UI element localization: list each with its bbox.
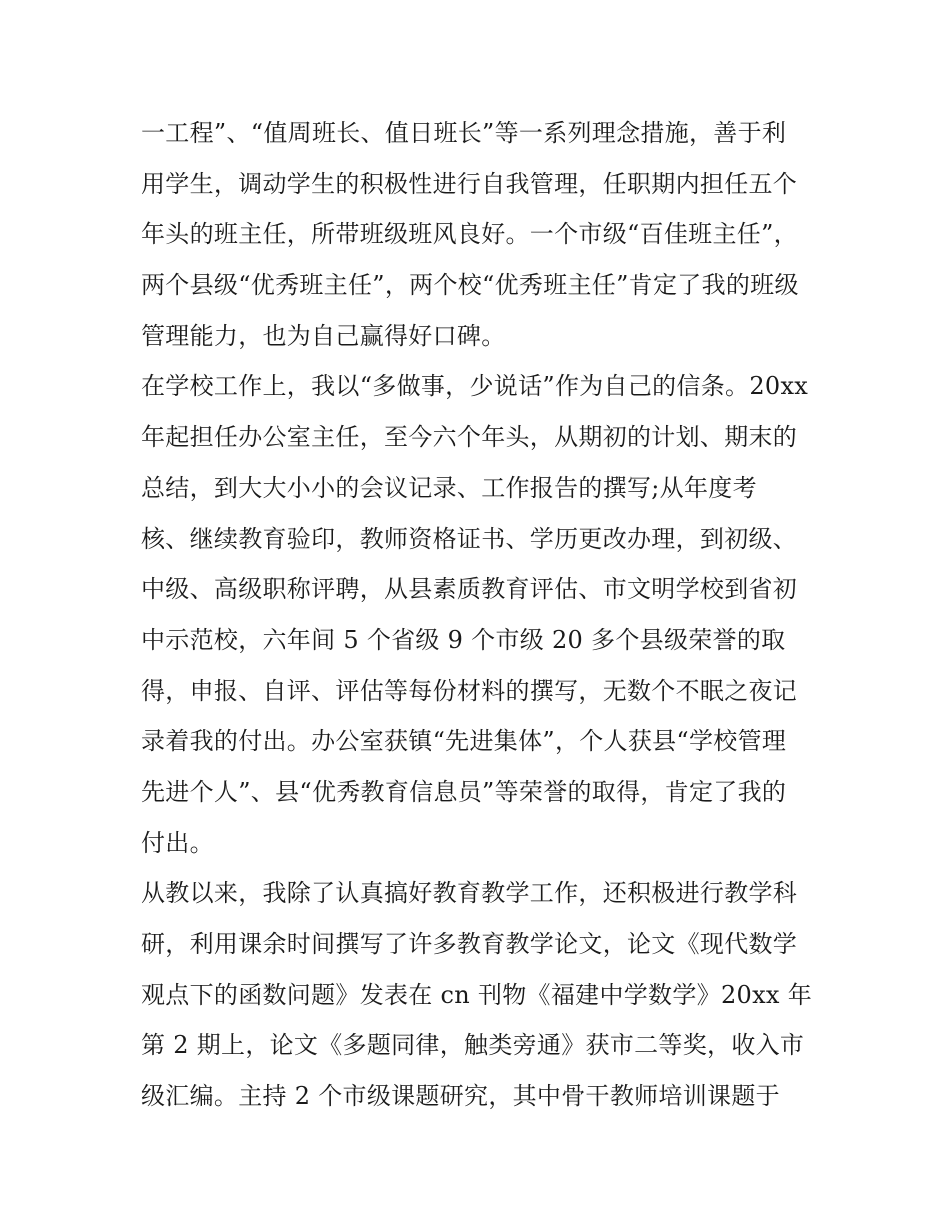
text-line: 先进个人”、县“优秀教育信息员”等荣誉的取得，肯定了我的 [141, 777, 787, 806]
text-line: 总结，到大大小小的会议记录、工作报告的撰写;从年度考 [141, 473, 757, 502]
text-line: 付出。 [141, 828, 214, 857]
text-line: 两个县级“优秀班主任”，两个校“优秀班主任”肯定了我的班级 [141, 271, 799, 300]
text-line: 用学生，调动学生的积极性进行自我管理，任职期内担任五个 [141, 169, 798, 198]
text-line: 年起担任办公室主任，至今六个年头，从期初的计划、期末的 [141, 423, 798, 452]
text-line: 观点下的函数问题》发表在 cn 刊物《福建中学数学》20xx 年 [141, 980, 812, 1009]
text-line: 得，申报、自评、评估等每份材料的撰写，无数个不眠之夜记 [141, 676, 798, 705]
text-line: 研，利用课余时间撰写了许多教育教学论文，论文《现代数学 [141, 930, 798, 958]
text-line: 第 2 期上，论文《多题同律，触类旁通》获市二等奖，收入市 [141, 1031, 805, 1060]
text-line: 中示范校，六年间 5 个省级 9 个市级 20 多个县级荣誉的取 [141, 625, 786, 654]
text-line: 中级、高级职称评聘，从县素质教育评估、市文明学校到省初 [141, 575, 798, 604]
text-line: 级汇编。主持 2 个市级课题研究，其中骨干教师培训课题于 [141, 1082, 780, 1111]
text-line: 从教以来，我除了认真搞好教育教学工作，还积极进行教学科 [141, 879, 798, 908]
text-line: 年头的班主任，所带班级班风良好。一个市级“百佳班主任”， [141, 220, 798, 249]
text-line: 管理能力，也为自己赢得好口碑。 [141, 321, 506, 350]
text-line: 核、继续教育验印，教师资格证书、学历更改办理，到初级、 [141, 524, 798, 553]
document-body [141, 108, 821, 1122]
text-line: 一工程”、“值周班长、值日班长”等一系列理念措施，善于利 [141, 119, 787, 147]
text-line: 在学校工作上，我以“多做事，少说话”作为自己的信条。20xx [141, 372, 809, 401]
text-line: 录着我的付出。办公室获镇“先进集体”，个人获县“学校管理 [141, 727, 787, 756]
